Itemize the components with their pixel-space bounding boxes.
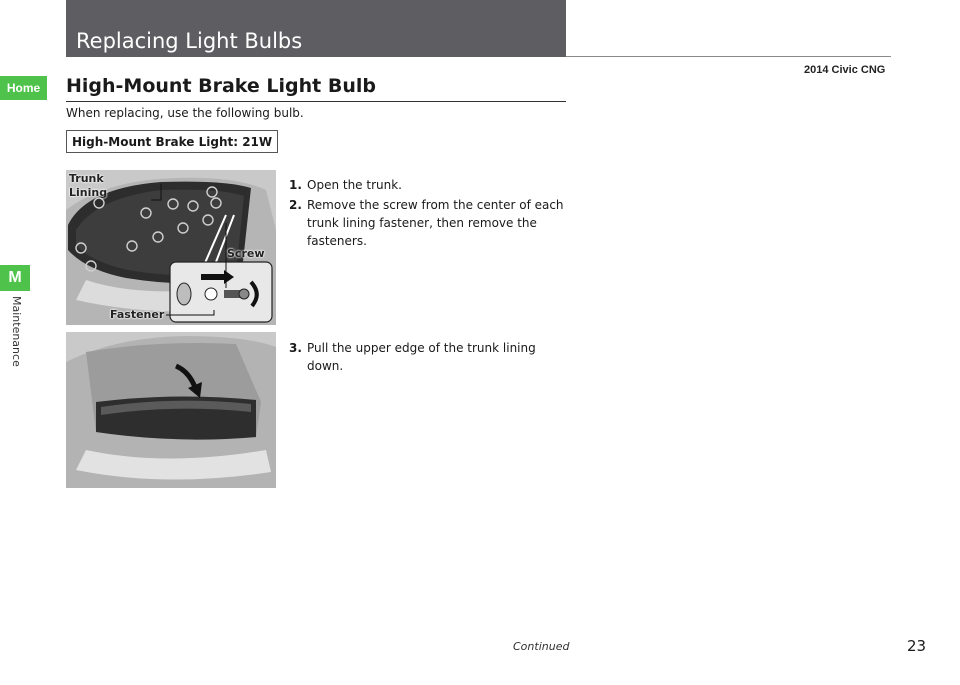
step-3-line-1: Pull the upper edge of the trunk lining: [307, 341, 536, 355]
trunk-label-line1: Trunk: [69, 172, 104, 185]
step-2-line-2: trunk lining fastener, then remove the: [307, 216, 537, 230]
header-rule: [566, 56, 891, 57]
figure-trunk-fasteners: [66, 170, 276, 325]
home-button[interactable]: Home: [0, 76, 47, 100]
step-2-number: 2.: [289, 198, 302, 212]
section-rule: [66, 101, 566, 102]
step-3-text: [307, 339, 536, 375]
section-title: High-Mount Brake Light Bulb: [66, 75, 377, 97]
trunk-lining-illustration: [66, 332, 276, 488]
step-2-line-1: Remove the screw from the center of each: [307, 198, 564, 212]
step-3-number: 3.: [289, 341, 302, 355]
steps-group-2: [289, 339, 569, 377]
figure-trunk-lining-pull: [66, 332, 276, 488]
chapter-label: Maintenance: [10, 296, 23, 367]
step-1-number: 1.: [289, 178, 302, 192]
page-number: 23: [907, 637, 927, 655]
step-2-line-3: fasteners.: [307, 234, 367, 248]
step-1: [289, 176, 569, 194]
step-1-text: Open the trunk.: [307, 178, 402, 192]
fastener-label: Fastener: [110, 308, 165, 321]
trunk-label-line2: Lining: [69, 186, 108, 199]
bulb-spec-box: High-Mount Brake Light: 21W: [66, 130, 278, 153]
steps-group-1: [289, 176, 569, 252]
intro-text: When replacing, use the following bulb.: [66, 106, 304, 120]
step-2: [289, 196, 569, 250]
page-title: Replacing Light Bulbs: [76, 29, 303, 53]
step-3: [289, 339, 569, 375]
model-name: 2014 Civic CNG: [804, 64, 886, 76]
step-3-line-2: down.: [307, 359, 344, 373]
maintenance-tab[interactable]: M: [0, 265, 30, 291]
screw-label: Screw: [227, 247, 265, 260]
step-2-text: [307, 196, 564, 250]
continued-label: Continued: [513, 640, 570, 653]
